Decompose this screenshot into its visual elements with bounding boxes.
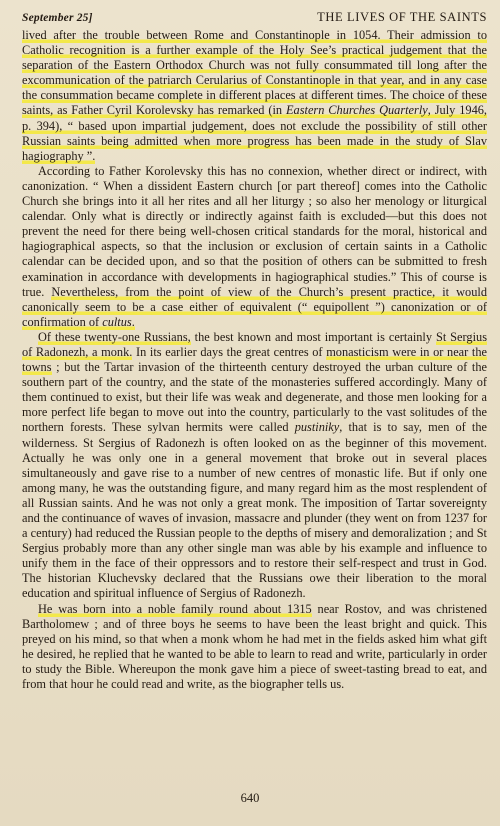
body-text: [22, 28, 487, 692]
text-run: the best known and most important is certainly: [190, 329, 436, 344]
paragraph-2: [22, 164, 487, 330]
header-date: September 25]: [22, 12, 93, 24]
text-run: ; but the Tartar invasion of the thirteenth century destroyed the urban culture of the southern part of the country, and the state of the monasteries suffered accordingly. Many of them continued to exist, but their life was weak and degenerate, and those men looking for a more perfect life began to move out into the country, particularly to the vast solitudes of the northern forests. These sylvan hermits were called: [22, 360, 487, 435]
highlighted-text: cultus: [102, 314, 132, 329]
text-run: In its earlier days the great centres of: [132, 344, 327, 359]
paragraph-3: [22, 330, 487, 602]
highlighted-text: lived after the trouble between Rome and Constantinople in 1054. Their admission to Catholic recognition is a further example of the Holy See’s practical judgement that the separation of the Eastern Orthodox Church was not fully consummated till long after the excommunication of the patriarch Cerularius of Constantinople in that year, and in any case the consummation became complete in different places at different times. The choice of these saints, as Father Cyril Korolevsky has remarked (in: [22, 28, 487, 118]
highlighted-text: , July 1946, p. 394), “ based upon impartial judgement, does not exclude the possibility of still other Russian saints being admitted when more progress has been made in the study of Slav hagiography ”.: [22, 103, 487, 163]
text-run: According to Father Korolevsky this has no connexion, whether direct or indirect, with canonization. “ When a dissident Eastern church [or part thereof] comes into the Catholic Church she brings into it all her rites and all her liturgy ; so also her menology or liturgical calendar. Only what is directly or indirectly against faith is excluded—but this does not prevent the need for there being well-chosen critical standards for the moral, historical and hagiographical aspects, so that the inclusion or exclusion of certain saints in a Catholic calendar can be decided upon, and so that the position of others can be submitted to fresh examination in accordance with developments in hagiographical studies.” This of course is true.: [22, 163, 487, 299]
page-number: 640: [240, 791, 260, 805]
text-run: near Rostov, and was christened Bartholomew ; and of three boys he seems to have been the least bright and quick. This preyed on his mind, so that when a monk whom he had met in the fields asked him what gift he desired, he replied that he wanted to be able to learn to read and write, particularly in order to study the Bible. Whereupon the monk gave him a piece of sweet-tasting bread to eat, and from that hour he could read and write, as the biographer tells us.: [22, 601, 487, 692]
highlighted-text: .: [131, 314, 135, 329]
highlighted-text: Eastern Churches Quarterly: [286, 103, 428, 118]
highlighted-text: monasticism were in or near the towns: [22, 344, 487, 375]
running-header: [22, 10, 487, 25]
paragraph-4: [22, 602, 487, 693]
highlighted-text: He was born into a noble family round about 1315: [38, 601, 312, 616]
text-run: , that is to say, men of the wilderness. St Sergius of Radonezh is often looked on as the beginner of this movement. Actually he was only one in a general movement that broke out in several places simultaneously and gave rise to a number of new centres of monastic life. But if only one among many, he was the outstanding figure, and many regard him as the most resplendent of all Russian saints. And he was not only a great monk. The imposition of Tartar sovereignty and the continuance of waves of invasion, massacre and plunder (they went on from 1237 for a century) had reduced the Russian people to the depths of misery and demoralization ; and St Sergius probably more than any other single man was able by his example and influence to unify them in the face of their oppressors and to restore their self-respect and trust in God. The historian Kluchevsky declared that the Russians owe their liberation to the moral education and spiritual influence of Sergius of Radonezh.: [22, 420, 487, 601]
header-title: THE LIVES OF THE SAINTS: [317, 10, 487, 24]
highlighted-text: Nevertheless, from the point of view of the Church’s present practice, it would canonically seem to be a case either of equivalent (“ equipollent ”) canonization or of confirmation of: [22, 284, 487, 329]
highlighted-text: Of these twenty-one Russians,: [38, 329, 191, 344]
paragraph-1: [22, 28, 487, 164]
text-run: pustiniky: [294, 420, 340, 435]
highlighted-text: St Sergius of Radonezh, a monk.: [22, 329, 487, 359]
